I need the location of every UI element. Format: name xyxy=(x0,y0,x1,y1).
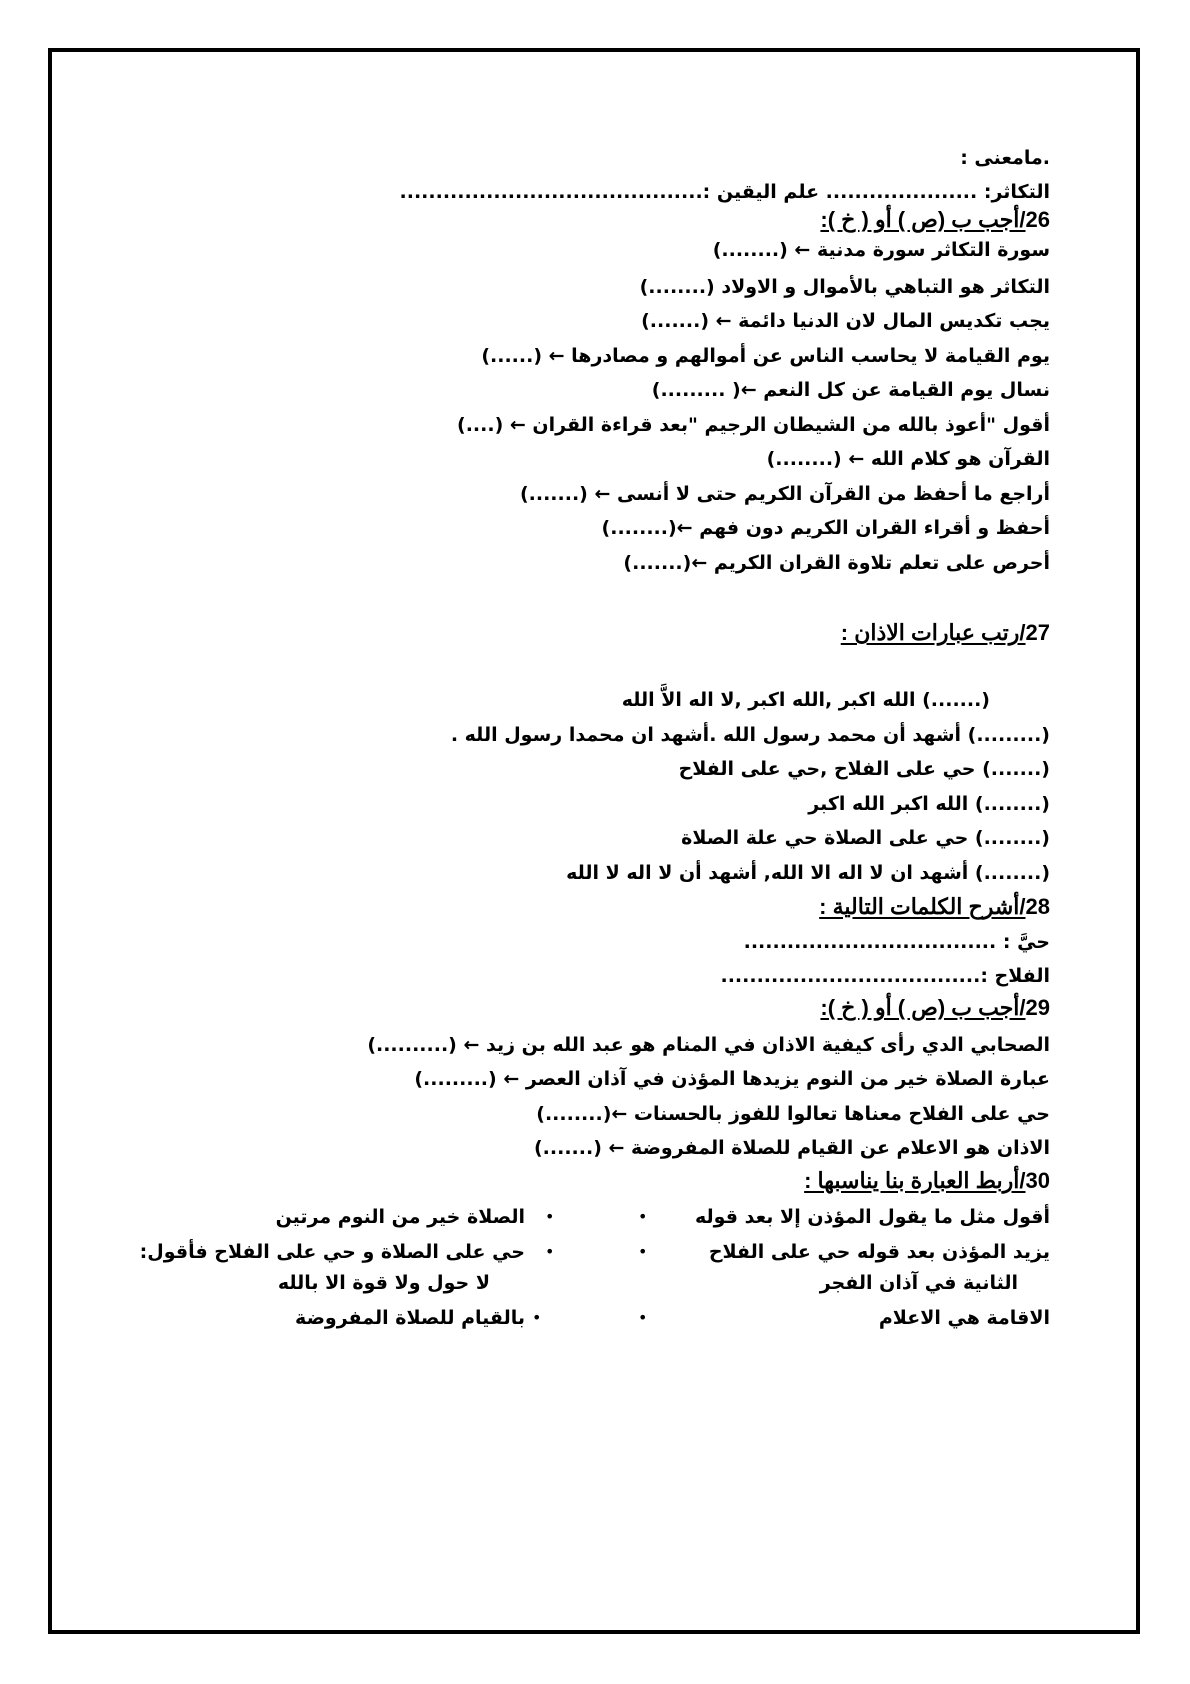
q27-item: (........) أشهد ان لا اله الا الله, أشهد أن لا اله لا الله xyxy=(566,862,1050,884)
q29-title: /أجب ب (ص ) أو ( خ ): xyxy=(820,995,1026,1020)
q27-item: (.......) حي على الفلاح ,حي على الفلاح xyxy=(678,758,1050,780)
q28-item-hayya: حيَّ : ................................... xyxy=(743,931,1050,953)
q30-right-item: الثانية في آذان الفجر xyxy=(819,1272,1018,1294)
q30-title: /أربط العبارة بنا يناسبها : xyxy=(804,1168,1026,1193)
q26-number: 26 xyxy=(1025,207,1050,232)
q26-item: يجب تكديس المال لان الدنيا دائمة ← (.......) xyxy=(641,310,1050,332)
q30-left-item: بالقيام للصلاة المفروضة xyxy=(295,1307,525,1329)
q29-item: عبارة الصلاة خير من النوم يزيدها المؤذن في آذان العصر ← (.........) xyxy=(414,1068,1050,1090)
q26-item: القرآن هو كلام الله ← (........) xyxy=(766,448,1050,470)
q28-title: /أشرح الكلمات التالية : xyxy=(819,894,1026,919)
q27-title: /رتب عبارات الاذان : xyxy=(840,620,1026,645)
q26-item: التكاثر هو التباهي بالأموال و الاولاد (........) xyxy=(639,276,1050,298)
bullet-icon: • xyxy=(545,1207,555,1226)
q26-item: نسال يوم القيامة عن كل النعم ←( .........) xyxy=(651,379,1050,401)
q30-heading xyxy=(804,1166,1050,1196)
q26-item: أحفظ و أقراء القران الكريم دون فهم ←(........) xyxy=(601,517,1050,539)
q26-item: يوم القيامة لا يحاسب الناس عن أموالهم و مصادرها ← (......) xyxy=(481,345,1050,367)
q30-right-item: أقول مثل ما يقول المؤذن إلا بعد قوله xyxy=(694,1206,1050,1228)
q28-heading xyxy=(819,892,1050,922)
meaning-line: التكاثر: ..................... علم اليقين :.......................................... xyxy=(399,181,1050,203)
q30-left-item: حي على الصلاة و حي على الفلاح فأقول: xyxy=(139,1241,525,1263)
q29-heading xyxy=(820,993,1050,1023)
q27-number: 27 xyxy=(1025,620,1050,645)
q27-item: (........) الله اكبر الله اكبر xyxy=(808,793,1050,815)
q30-left-item: لا حول ولا قوة الا بالله xyxy=(277,1272,490,1294)
bullet-icon: • xyxy=(532,1308,542,1327)
q26-item: أقول "أعوذ بالله من الشيطان الرجيم "بعد قراءة القران ← (....) xyxy=(457,414,1050,436)
meaning-title: .مامعنى : xyxy=(960,147,1050,169)
q29-item: حي على الفلاح معناها تعالوا للفوز بالحسنات ←(........) xyxy=(536,1103,1050,1125)
q28-item-falah: الفلاح :.................................... xyxy=(720,965,1050,987)
q29-item: الاذان هو الاعلام عن القيام للصلاة المفروضة ← (.......) xyxy=(534,1137,1050,1159)
q28-number: 28 xyxy=(1025,894,1050,919)
q26-item: أحرص على تعلم تلاوة القران الكريم ←(.......) xyxy=(623,552,1050,574)
q30-left-item: الصلاة خير من النوم مرتين xyxy=(275,1206,525,1228)
q26-title: /أجب ب (ص ) أو ( خ ): xyxy=(820,207,1026,232)
q26-heading xyxy=(820,205,1050,235)
q29-item: الصحابي الدي رأى كيفية الاذان في المنام هو عبد الله بن زيد ← (..........) xyxy=(367,1034,1050,1056)
q30-right-item: الاقامة هي الاعلام xyxy=(878,1307,1050,1329)
bullet-icon: • xyxy=(545,1242,555,1261)
q30-number: 30 xyxy=(1025,1168,1050,1193)
q26-item: أراجع ما أحفظ من القرآن الكريم حتى لا أنسى ← (.......) xyxy=(519,483,1050,505)
q27-item: (........) حي على الصلاة حي علة الصلاة xyxy=(681,827,1050,849)
q29-number: 29 xyxy=(1025,995,1050,1020)
q27-item: (.......) الله اكبر ,الله اكبر ,لا اله الاَّ الله xyxy=(621,689,990,711)
q27-heading xyxy=(841,618,1050,648)
bullet-icon: • xyxy=(638,1308,648,1327)
q30-right-item: يزيد المؤذن بعد قوله حي على الفلاح xyxy=(708,1241,1050,1263)
bullet-icon: • xyxy=(638,1207,648,1226)
bullet-icon: • xyxy=(638,1242,648,1261)
q26-item: سورة التكاثر سورة مدنية ← (........) xyxy=(712,239,1050,261)
q27-item: (.........) أشهد أن محمد رسول الله .أشهد ان محمدا رسول الله . xyxy=(450,724,1050,746)
